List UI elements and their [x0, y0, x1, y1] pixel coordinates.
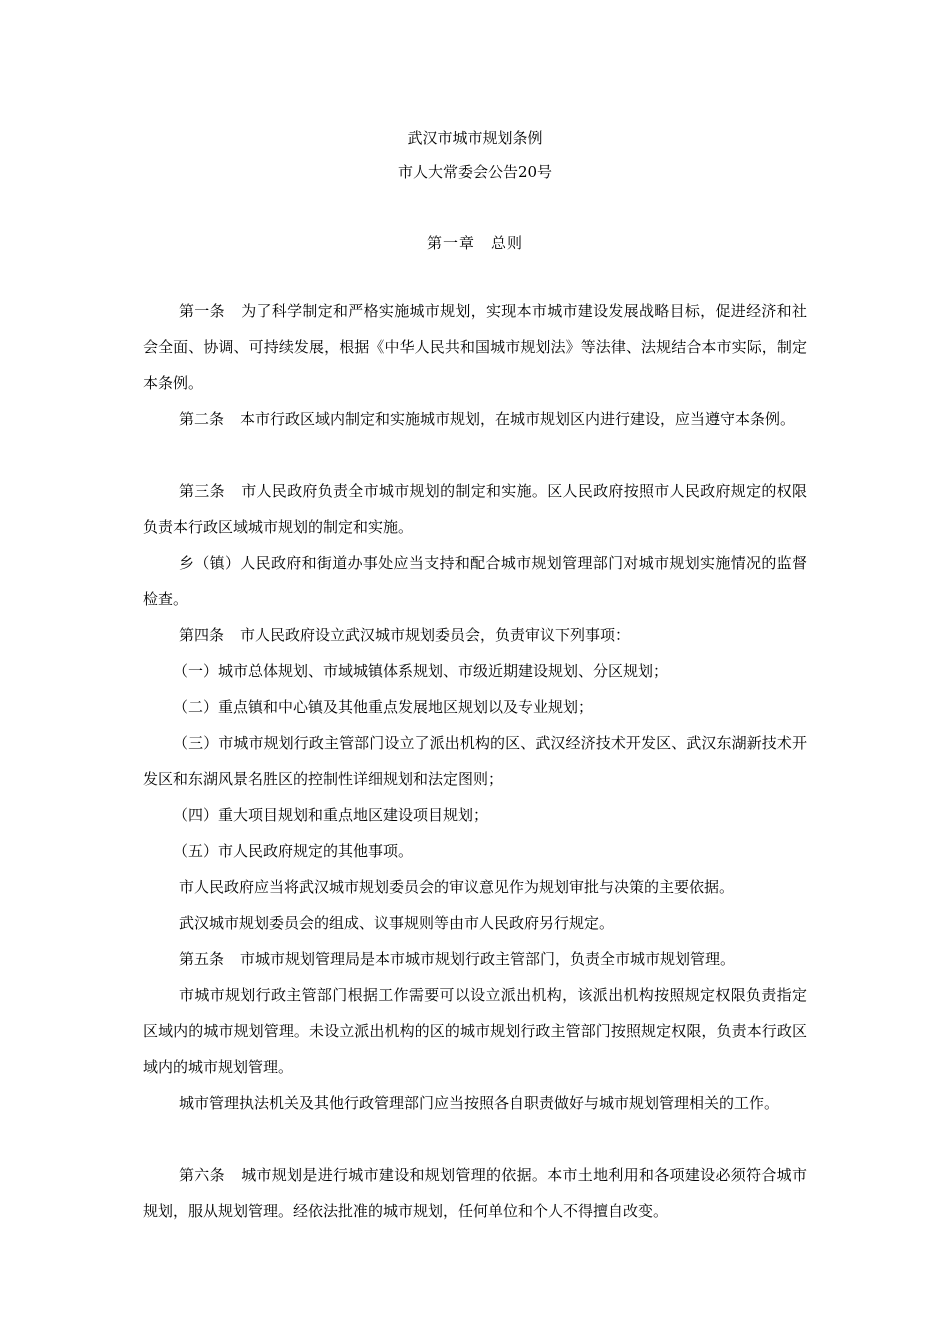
chapter-number: 第一章 — [426, 234, 475, 252]
paragraph-article-2 — [143, 401, 807, 437]
chapter-heading — [0, 233, 950, 253]
article-text: 市人民政府负责全市城市规划的制定和实施。区人民政府按照市人民政府规定的权限负责本行政区域城市规划的制定和实施。 — [143, 482, 807, 536]
list-item: （五）市人民政府规定的其他事项。 — [173, 842, 414, 860]
paragraph-article-6 — [143, 1157, 807, 1229]
paragraph: 市人民政府应当将武汉城市规划委员会的审议意见作为规划审批与决策的主要依据。 — [179, 878, 735, 896]
paragraph-article-1 — [143, 293, 807, 401]
article-text: 城市规划是进行城市建设和规划管理的依据。本市土地利用和各项建设必须符合城市规划，服从规划管理。经依法批准的城市规划，任何单位和个人不得擅自改变。 — [143, 1166, 807, 1220]
paragraph: 乡（镇）人民政府和街道办事处应当支持和配合城市规划管理部门对城市规划实施情况的监督检查。 — [143, 554, 807, 608]
article-text: 市人民政府设立武汉城市规划委员会，负责审议下列事项： — [240, 626, 631, 644]
article-text: 为了科学制定和严格实施城市规划，实现本市城市建设发展战略目标，促进经济和社会全面、协调、可持续发展，根据《中华人民共和国城市规划法》等法律、法规结合本市实际，制定本条例。 — [143, 302, 807, 392]
article-number: 第五条 — [179, 950, 225, 968]
list-item: （一）城市总体规划、市域城镇体系规划、市级近期建设规划、分区规划； — [173, 662, 669, 680]
paragraph: 武汉城市规划委员会的组成、议事规则等由市人民政府另行规定。 — [179, 914, 615, 932]
article-number: 第二条 — [179, 410, 225, 428]
paragraph-article-3 — [143, 473, 807, 545]
paragraph: 市城市规划行政主管部门根据工作需要可以设立派出机构，该派出机构按照规定权限负责指定区域内的城市规划管理。未设立派出机构的区的城市规划行政主管部门按照规定权限，负责本行政区域内的城市规划管理。 — [143, 986, 807, 1076]
article-number: 第一条 — [179, 302, 225, 320]
list-item: （二）重点镇和中心镇及其他重点发展地区规划以及专业规划； — [173, 698, 594, 716]
article-number: 第三条 — [179, 482, 225, 500]
article-text: 本市行政区域内制定和实施城市规划，在城市规划区内进行建设，应当遵守本条例。 — [240, 410, 796, 428]
paragraph: 城市管理执法机关及其他行政管理部门应当按照各自职责做好与城市规划管理相关的工作。 — [179, 1094, 780, 1112]
document-title: 武汉市城市规划条例 — [407, 129, 543, 147]
article-number: 第六条 — [179, 1166, 225, 1184]
article-text: 市城市规划管理局是本市城市规划行政主管部门，负责全市城市规划管理。 — [240, 950, 736, 968]
chapter-name: 总则 — [491, 234, 524, 252]
list-item: （三）市城市规划行政主管部门设立了派出机构的区、武汉经济技术开发区、武汉东湖新技术开发区和东湖风景名胜区的控制性详细规划和法定图则； — [143, 734, 807, 788]
paragraph-article-5 — [143, 941, 807, 977]
document-subtitle: 市人大常委会公告20号 — [397, 163, 553, 181]
article-number: 第四条 — [179, 626, 225, 644]
paragraph-article-4 — [143, 617, 807, 653]
list-item: （四）重大项目规划和重点地区建设项目规划； — [173, 806, 489, 824]
